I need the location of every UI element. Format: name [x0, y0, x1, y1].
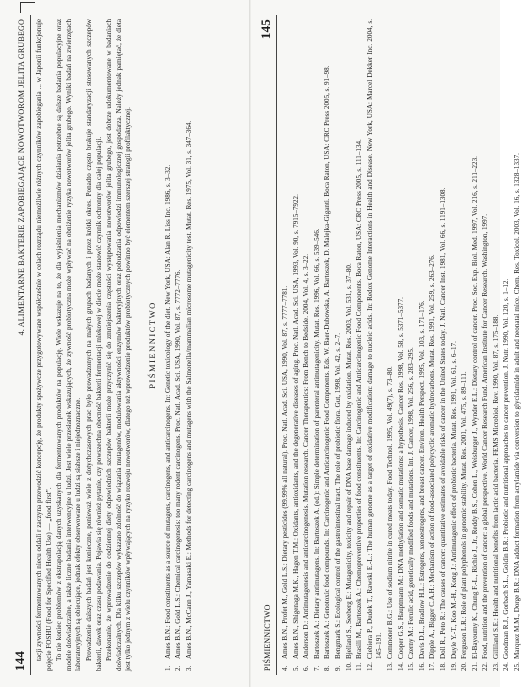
- body-paragraph: Przekonanie, że wprowadzenie do codziennej diety odpowiednich szczepów bakterii może przyczynić się do zmniejszenia częstości występowania nowotworów jelita grubego, jest dobrze udokumentowane w badaniach doświadczalnych. Dla kilku szczepów wykazano zdolność do wiązania mutagenów, modulowania aktywności enzymów bakteryjnych oraz pobudzania odpowiedzi immunologicznej gospodarza. Należy jednak pamiętać, że dieta jest tylko jednym z wielu czynników wpływających na ryzyko rozwoju nowotworów, dlatego też wprowadzenie produktów probiotycznych powinno być elementem szerszej strategii profilaktycznej.: [105, 19, 133, 671]
- crop-mark: [20, 2, 35, 13]
- reference-text: Anderson D.: Antimutagenesis and anticarcinogenesis. Mutation research. Cancer Therapeutics: From Bench to Bedside. 2004, Vol. 4, s. 3–22.: [302, 253, 311, 659]
- right-page-references: [277, 15, 523, 675]
- reference-text: Food, nutrition and the prevention of cancer: a global perspective. World Cancer Research Fund. American Institute for Cancer Research. Washington, 1997.: [481, 214, 490, 659]
- left-page-number: 144: [12, 650, 27, 671]
- reference-number: 13.: [385, 662, 394, 671]
- left-page: [12, 15, 252, 675]
- reference-number: 18.: [438, 662, 447, 671]
- left-running-title: 4. ALIMENTARNE BAKTERIE ZAPOBIEGAJĄCE NOWOTWOROM JELITA GRUBEGO: [17, 19, 26, 336]
- reference-text: Ames B.N., Gold L.S.: Chemical carcinogenesis: too many rodent carcinogens. Proc. Natl. Acad. Sci. USA, 1990, Vol. 87, s. 7772–7776.: [174, 269, 183, 659]
- reference-item: [292, 19, 302, 671]
- reference-text: Brasili M., Bartoszek A.: Chemopreventive properties of food constituents. In: Carcinogenic and Anticarcinogenic Food Components. Boca Raton, USA: CRC Press 2005, s. 111–134.: [355, 139, 364, 659]
- reference-number: 23.: [491, 662, 500, 671]
- reference-item: [366, 19, 385, 671]
- reference-item: [397, 19, 407, 671]
- body-paragraph: tacji zywności fermentowanych niecu oddali r zaczyna przewodzić koncepcję, że produkty spożywcze przygotowywane współcześnie w celach rozrządu niemożliwie różnych czynników zapobiegania ... w Japonii funkcjonuje pojęcie FOSHU (Food for Specified Health Use) — „food first”.: [35, 19, 53, 671]
- reference-number: 25.: [513, 662, 522, 671]
- reference-text: Ferguson L.R.: Role of plant polyphenols in genomic stability. Mutat. Res. 2001, Vol. 475, s. 89–111.: [460, 371, 469, 659]
- reference-item: [471, 19, 481, 671]
- reference-item: [428, 19, 438, 671]
- reference-item: [313, 19, 323, 671]
- body-paragraph: To nie koniec problemów z ekstrapolacją danych uzyskanych dla fermentowanych produktów na populację. Wiele wskazuje na to, że dla wyjaśnienia mechanizmów działania potrzebne są dalsze badania populacyjne oraz modele doświadczalne, a także liczne badania interwencyjne u ludzi. Jest wiele przesłanek wskazujących, że zywność probiotyczna może wpływać na obniżenie ryzyka nowotworów jelita grubego. Wyniki badań na zwierzętach laboratoryjnych są obiecujące, jednak efekty obserwowane u ludzi są słabsze i niejednoznaczne.: [55, 19, 83, 671]
- reference-number: 3.: [184, 665, 193, 671]
- reference-text: El-Bayoumy K., Chung F.-L., Richie J., Jr., Reddy B.S., Cohen L., Weisburger J., Wynder E.L.: Dietary control of cancer. Proc. Soc. Exp. Biol. Med. 1997, Vol. 216, s. 211–223.: [470, 156, 479, 659]
- reference-item: [481, 19, 491, 671]
- reference-item: [164, 19, 174, 671]
- reference-text: Davis D.L., Bradlow H.L.: Estrogens, xenoestrogens, and breast cancer. Environ. Health Perspect. 1995, Vol. 103, s. 171–176.: [417, 300, 426, 659]
- reference-number: 12.: [365, 662, 374, 671]
- right-running-title: PIŚMIENNICTWO: [263, 604, 272, 671]
- reference-text: Duyle Y.-T., Koo M.-H., Kong J.: Antimutagenic effect of probiotic bacteria. Mutat. Res. 1991, Vol. 61, s. 6–17.: [449, 341, 458, 659]
- left-running-head: [12, 15, 31, 675]
- right-page: [258, 15, 522, 675]
- reference-number: 17.: [428, 662, 437, 671]
- reference-text: Bjelland S., Seeberg E.: Mutagenicity, toxicity and repair of DNA base damage induced by oxidation. Mutat. Res. 2003, Vol. 531, s. 37–80.: [344, 263, 353, 659]
- reference-item: [439, 19, 449, 671]
- reference-item: [323, 19, 333, 671]
- reference-item: [492, 19, 502, 671]
- reference-text: Goodman R.J., Gorbach S.L., Goldin B.R.: Probiotic and nutritional approaches to cancer prevention. J. Nutr. 1990, Vol. 120, s. 1–12.: [502, 278, 511, 659]
- reference-number: 6.: [302, 665, 311, 671]
- reference-number: 5.: [291, 665, 300, 671]
- reference-number: 20.: [460, 662, 469, 671]
- reference-item: [407, 19, 417, 671]
- reference-item: [502, 19, 512, 671]
- reference-item: [185, 19, 195, 671]
- reference-text: Bartoszek A.: Dietary antimutagens. In: Bartoszek A. (ed.): Simple determination of parenteral antimutagenicity. Mutat. Res. 1996, Vol. 66, s. 539–546.: [312, 228, 321, 659]
- reference-text: Ames B.N., Shigenaga M.K., Hagen T.M.: Oxidants, antioxidants, and the degenerative diseases of aging. Proc. Natl. Acad. Sci. USA, 1993, Vol. 90, s. 7915–7922.: [291, 194, 300, 659]
- reference-text: Ames B.N.: Food constituents as a source of mutagens, carcinogens, and anticarcinogens. In: Genetic toxicology of the diet. New York, USA: Alan R. Liss Inc. 1986, s. 3–32.: [163, 164, 172, 659]
- reference-text: Bengmark S.: Ecological control of the gastrointestinal tract. The role of probiotic flora. Gut, 1998, Vol. 42, s. 2–7.: [333, 332, 342, 659]
- reference-text: Gilliland S.E.: Health and nutritional benefits from lactic acid bacteria. FEMS Microbiol. Rev. 1990, Vol. 87, s. 175–188.: [491, 314, 500, 659]
- reference-number: 11.: [355, 662, 364, 671]
- reference-text: Marquez M.M., Dorge B.R.: DNA adduct formation from acrylamide via conversion to glycidamide in adult and neonatal mice. Chem. Res. Toxicol. 2003, Vol. 16, s. 1328–1337.: [513, 153, 522, 659]
- reference-item: [334, 19, 344, 671]
- reference-text: Commoner B.G.: Use of sodium nitrite in cured meats today. Food Technol. 1995, Vol. 49(7), s. 73–80.: [385, 366, 394, 659]
- reference-text: Dipple A., Bigger C.A.H.: Mechanism of action of food-associated polycyclic aromatic hydrocarbons. Mutat. Res. 1991, Vol. 259, s. 263–276.: [428, 254, 437, 659]
- reference-text: Doll R., Peto R.: The causes of cancer: quantitative estimates of avoidable risks of cancer in the United States today. J. Natl. Cancer Inst. 1981, Vol. 66, s. 1191–1308.: [438, 187, 447, 659]
- reference-number: 10.: [344, 662, 353, 671]
- reference-item: [513, 19, 523, 671]
- reference-number: 1.: [163, 665, 172, 671]
- reference-item: [281, 19, 291, 671]
- reference-text: Bartoszek A.: Genotoxic food compounds. In: Carcinogenic and Anticarcinogenic Food Components. Eds. W. Baer-Dubowska, A. Bartoszek, D. Malejka-Giganti. Boca Raton, USA: CRC Press 2005, s. 91–98.: [323, 65, 332, 659]
- reference-text: Ciebiera P., Dudek T., Rawski E.-L.: The human genome as a target of oxidative modification: damage to nucleic acids. In: Redox Genome Interactions in Health and Disease. New York, USA: Marcel Dekker Inc. 2004, s. 145–191.: [365, 19, 384, 659]
- reference-item: [174, 19, 184, 671]
- reference-item: [460, 19, 470, 671]
- reference-item: [418, 19, 428, 671]
- references-heading: PIŚMIENNICTWO: [146, 301, 157, 389]
- right-page-number: 145: [258, 19, 273, 40]
- reference-number: 16.: [417, 662, 426, 671]
- reference-number: 7.: [312, 665, 321, 671]
- reference-text: Ames B.N., Profet M., Gold L.S.: Dietary pesticides (99.99% all natural). Proc. Natl. Acad. Sci. USA, 1990, Vol. 87, s. 7777–7781.: [281, 285, 289, 659]
- reference-item: [450, 19, 460, 671]
- right-running-head: [258, 15, 277, 675]
- reference-item: [302, 19, 312, 671]
- reference-text: Ames B.N., McCann J., Yamasaki E.: Methods for detecting carcinogens and mutagens with the Salmonella/mammalian microsome mutagenicity test. Mutat. Res. 1975, Vol. 31, s. 347–364.: [184, 120, 193, 659]
- reference-item: [386, 19, 396, 671]
- reference-text: Czerny M.: Ferulic acid, genetically modified foods and mutations. Int. J. Cancer, 1998, Vol. 256, s. 283–295.: [407, 347, 416, 659]
- reference-number: 21.: [470, 662, 479, 671]
- left-page-body: [31, 15, 194, 675]
- reference-number: 8.: [323, 665, 332, 671]
- body-paragraph: Prowadzenie dalszych badań jest konieczne, ponieważ wiele z dotychczasowych prac było prowadzonych na małych grupach badanych i przez krótki okres. Ponadto często brakuje standaryzacji stosowanych szczepów bakterii, dawek oraz czasu podawania. Pojawia się również pytanie, czy powszechna obecność bakterii fermentacji mlekowej w diecie może stanowić czynnik ochronny dla całej populacji.: [84, 19, 103, 671]
- reference-number: 4.: [281, 665, 289, 671]
- reference-number: 2.: [174, 665, 183, 671]
- reference-text: Cooper G.S., Hauptmann M.: DNA methylation and somatic mutations: a hypothesis. Cancer Res. 1998, Vol. 58, s. 5371–5377.: [396, 297, 405, 659]
- reference-number: 14.: [396, 662, 405, 671]
- reference-item: [345, 19, 355, 671]
- reference-number: 15.: [407, 662, 416, 671]
- reference-number: 9.: [333, 665, 342, 671]
- reference-item: [355, 19, 365, 671]
- reference-number: 24.: [502, 662, 511, 671]
- reference-number: 19.: [449, 662, 458, 671]
- reference-number: 22.: [481, 662, 490, 671]
